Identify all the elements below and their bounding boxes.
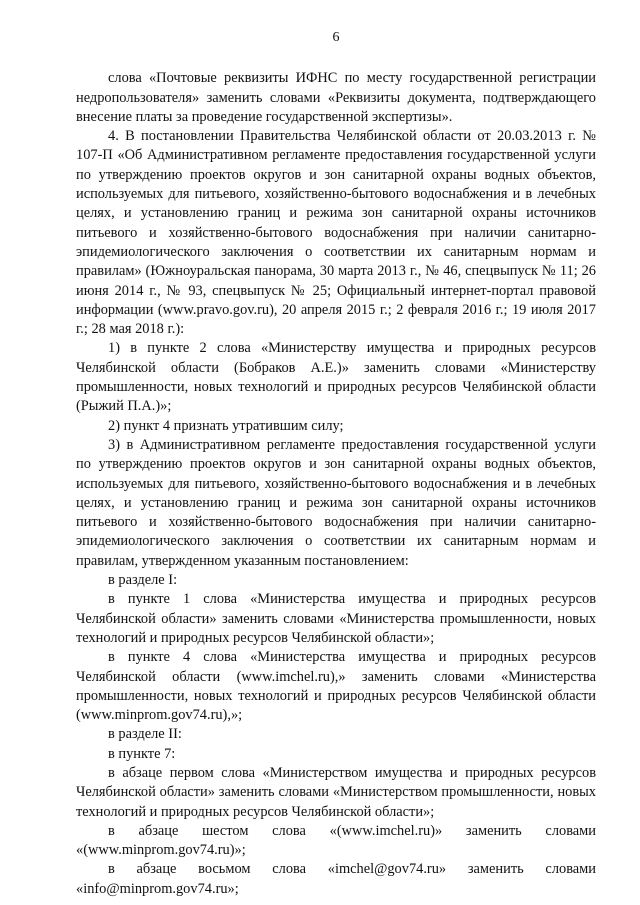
paragraph-2: 4. В постановлении Правительства Челябинской области от 20.03.2013 г. № 107-П «Об Административном регламенте предоставления государственной услуги по утверждению проектов округов и зон санитарной охраны водных объектов, используемых для питьевого, хозяйственно-бытового водоснабжения и в лечебных целях, и установлению границ и режима зон санитарной охраны источников питьевого и хозяйственно-бытового водоснабжения при наличии санитарно-эпидемиологического заключения о соответствии их санитарным нормам и правилам» (Южноуральская панорама, 30 марта 2013 г., № 46, спецвыпуск № 11; 26 июня 2014 г., № 93, спецвыпуск № 25; Официальный интернет-портал правовой информации (www.pravo.gov.ru), 20 апреля 2015 г.; 2 февраля 2016 г.; 19 июля 2017 г.; 28 мая 2018 г.): xyxy=(76,128,596,338)
paragraph-5: 3) в Административном регламенте предоставления государственной услуги по утверждению проектов округов и зон санитарной охраны водных объектов, используемых для питьевого, хозяйственно-бытового водоснабжения и в лечебных целях, и установлению границ и режима зон санитарной охраны источников питьевого и хозяйственно-бытового водоснабжения при наличии санитарно-эпидемиологического заключения о соответствии их санитарным нормам и правилам, утвержденном указанным постановлением: xyxy=(76,436,596,569)
paragraph-9: в разделе II: xyxy=(108,726,182,743)
paragraph-8: в пункте 4 слова «Министерства имущества и природных ресурсов Челябинской области (www.imchel.ru),» заменить словами «Министерства промышленности, новых технологий и природных ресурсов Челябинской области (www.minprom.gov74.ru),»; xyxy=(76,649,596,724)
paragraph-6: в разделе I: xyxy=(108,572,178,589)
paragraph-12: в абзаце шестом слова «(www.imchel.ru)» заменить словами «(www.minprom.gov74.ru)»; xyxy=(76,822,596,859)
paragraph-4: 2) пункт 4 признать утратившим силу; xyxy=(108,417,344,434)
paragraph-1: слова «Почтовые реквизиты ИФНС по месту государственной регистрации недропользователя» заменить словами «Реквизиты документа, подтверждающего внесение платы за проведение государственной экспертизы». xyxy=(76,70,596,125)
paragraph-7: в пункте 1 слова «Министерства имущества и природных ресурсов Челябинской области» заменить словами «Министерства промышленности, новых технологий и природных ресурсов Челябинской области»; xyxy=(76,591,596,646)
paragraph-13: в абзаце восьмом слова «imchel@gov74.ru» заменить словами «info@minprom.gov74.ru»; xyxy=(76,861,596,897)
paragraph-10: в пункте 7: xyxy=(108,745,176,762)
paragraph-11: в абзаце первом слова «Министерством имущества и природных ресурсов Челябинской области» заменить словами «Министерством промышленности, новых технологий и природных ресурсов Челябинской области»; xyxy=(76,764,596,820)
page-number: 6 xyxy=(332,30,340,45)
paragraph-3: 1) в пункте 2 слова «Министерству имущества и природных ресурсов Челябинской области (Бобраков А.Е.)» заменить словами «Министерству промышленности, новых технологий и природных ресурсов Челябинской области (Рыжий П.А.)»; xyxy=(76,340,596,415)
